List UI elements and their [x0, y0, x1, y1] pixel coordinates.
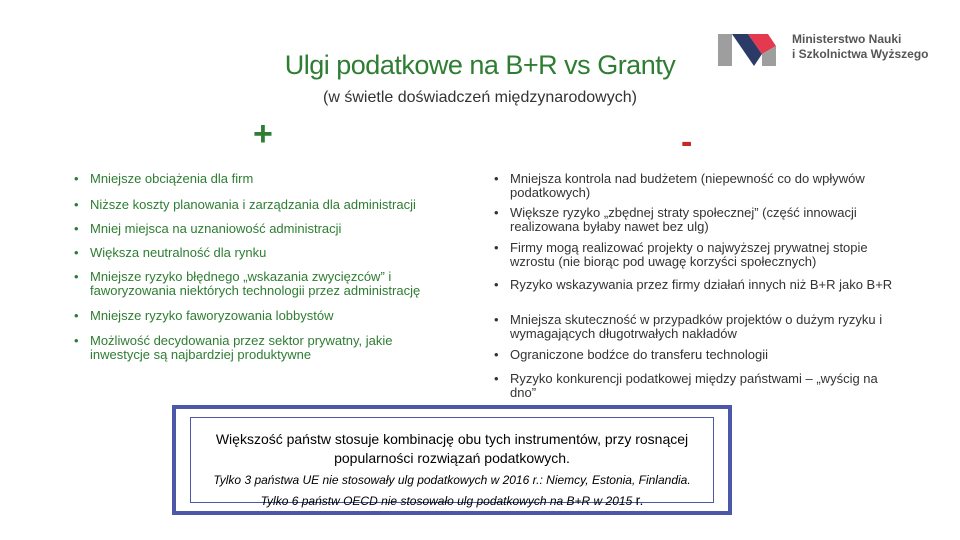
bullet-icon: • [494, 312, 499, 327]
summary-note-oecd: Tylko 6 państw OECD nie stosowało ulg podatkowych na B+R w 2015 [260, 494, 633, 508]
plus-symbol: + [253, 115, 273, 153]
ministry-logo [718, 30, 948, 70]
bullet-icon: • [74, 333, 79, 348]
cons-item: • Ograniczone bodźce do transferu technologii [494, 347, 768, 362]
bullet-icon: • [494, 240, 499, 255]
pros-item: • Mniejsze ryzyko błędnego „wskazania zwycięzców” i faworyzowania niektórych technologii przez administrację [74, 269, 421, 298]
bullet-icon: • [74, 197, 79, 212]
ministry-logo-icon [718, 34, 782, 66]
cons-item: • Firmy mogą realizować projekty o najwyższej prywatnej stopie wzrostu (nie biorąc pod uwagę korzyści społecznych) [494, 240, 868, 269]
summary-note-oecd-end: r. [635, 492, 644, 508]
bullet-icon: • [494, 347, 499, 362]
bullet-icon: • [74, 221, 79, 236]
logo-line-2: i Szkolnictwa Wyższego [792, 47, 929, 61]
bullet-icon: • [494, 171, 499, 186]
summary-note-eu: Tylko 3 państwa UE nie stosowały ulg podatkowych w 2016 r.: Niemcy, Estonia, Finlandia. [213, 473, 691, 487]
slide-subtitle: (w świetle doświadczeń międzynarodowych) [323, 89, 637, 106]
summary-callout [172, 405, 732, 515]
cons-item: • Mniejsza kontrola nad budżetem (niepewność co do wpływów podatkowych) [494, 171, 865, 200]
bullet-icon: • [74, 245, 79, 260]
summary-callout-inner [190, 417, 714, 508]
bullet-icon: • [494, 205, 499, 220]
summary-main-text: Większość państw stosuje kombinację obu tych instrumentów, przy rosnącej popularności rozwiązań podatkowych. [215, 431, 689, 466]
cons-item: • Ryzyko wskazywania przez firmy działań innych niż B+R jako B+R [494, 277, 893, 292]
pros-item: • Mniej miejsca na uznaniowość administracji [74, 221, 342, 236]
minus-symbol: - [681, 123, 693, 161]
pros-item: • Możliwość decydowania przez sektor prywatny, jakie inwestycje są najbardziej produktywne [74, 333, 393, 362]
ministry-logo-text [792, 32, 952, 62]
logo-line-1: Ministerstwo Nauki [792, 32, 902, 46]
pros-item: • Mniejsze obciążenia dla firm [74, 171, 254, 186]
summary-note [191, 470, 713, 511]
bullet-icon: • [74, 308, 79, 323]
slide-title: Ulgi podatkowe na B+R vs Granty [284, 50, 676, 80]
bullet-icon: • [74, 171, 79, 186]
pros-item: • Mniejsze ryzyko faworyzowania lobbystów [74, 308, 334, 323]
cons-item: • Większe ryzyko „zbędnej straty społecznej” (część innowacji realizowana byłaby nawet bez ulg) [494, 205, 857, 234]
cons-item: • Mniejsza skuteczność w przypadków projektów o dużym ryzyku i wymagających długotrwałych nakładów [494, 312, 883, 341]
pros-item: • Większa neutralność dla rynku [74, 245, 267, 260]
pros-item: • Niższe koszty planowania i zarządzania dla administracji [74, 197, 416, 212]
bullet-icon: • [494, 371, 499, 386]
cons-item: • Ryzyko konkurencji podatkowej między państwami – „wyścig na dno” [494, 371, 878, 400]
bullet-icon: • [74, 269, 79, 284]
bullet-icon: • [494, 277, 499, 292]
